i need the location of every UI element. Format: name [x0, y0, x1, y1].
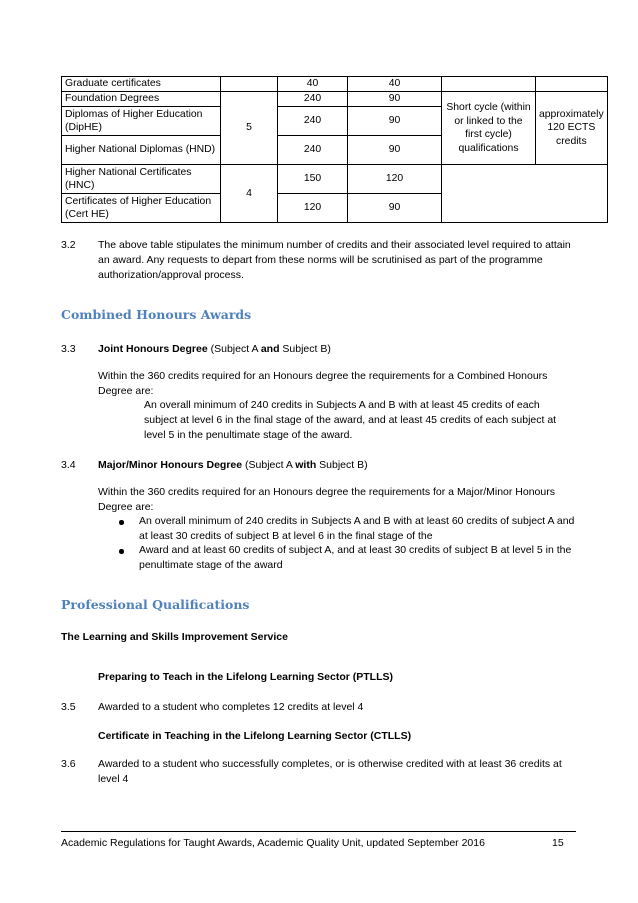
table-cell-credits: 240 — [278, 136, 348, 165]
table-cell-ects: approximately 120 ECTS credits — [536, 92, 608, 165]
section-3-4-title — [98, 458, 574, 473]
subject-a: (Subject A — [207, 343, 261, 355]
ctlls-heading: Certificate in Teaching in the Lifelong Learning Sector (CTLLS) — [98, 730, 412, 742]
section-number: 3.3 — [61, 343, 76, 355]
table-cell-credits: 240 — [278, 107, 348, 136]
table-row-name: Certificates of Higher Education (Cert HE) — [62, 194, 221, 223]
table-cell-empty — [536, 77, 608, 92]
lsis-heading: The Learning and Skills Improvement Service — [61, 631, 288, 643]
degree-title: Joint Honours Degree — [98, 343, 208, 355]
table-cell-level-4: 4 — [221, 165, 278, 223]
section-3-2-text: The above table stipulates the minimum number of credits and their associated level required to attain an award. Any requests to depart from these norms will be scrutinised as part of the programme authorization/approval process. — [98, 239, 571, 281]
subject-b: Subject B) — [279, 343, 331, 355]
table-cell-level — [221, 77, 278, 92]
section-3-3-detail: An overall minimum of 240 credits in Subjects A and B with at least 45 credits of each subject at level 6 in the final stage of the award, and at least 45 credits of each subject at level 5 in the penultimate stage of the award. — [144, 399, 557, 441]
page-number: 15 — [552, 837, 564, 849]
table-cell-credits: 90 — [348, 92, 442, 107]
section-number: 3.4 — [61, 459, 76, 471]
section-number: 3.6 — [61, 758, 76, 770]
conjunction: and — [260, 343, 280, 355]
table-row-name: Higher National Diplomas (HND) — [62, 136, 221, 165]
section-3-3-title — [98, 342, 574, 357]
subject-a: (Subject A — [242, 459, 296, 471]
table-row-name: Diplomas of Higher Education (DipHE) — [62, 107, 221, 136]
professional-qualifications-heading: Professional Qualifications — [61, 597, 250, 612]
table-cell-level-5: 5 — [221, 92, 278, 165]
table-cell-credits: 150 — [278, 165, 348, 194]
table-cell-empty — [442, 165, 608, 223]
footer-divider — [61, 831, 576, 832]
table-cell-credits: 240 — [278, 92, 348, 107]
table-cell-short-cycle: Short cycle (within or linked to the first cycle) qualifications — [442, 92, 536, 165]
section-number: 3.2 — [61, 239, 76, 251]
section-3-3-intro: Within the 360 credits required for an Honours degree the requirements for a Combined Honours Degree are: — [98, 370, 548, 397]
conjunction: with — [295, 459, 317, 471]
table-cell-credits: 120 — [348, 165, 442, 194]
degree-title: Major/Minor Honours Degree — [98, 459, 243, 471]
table-cell-empty — [442, 77, 536, 92]
footer-text: Academic Regulations for Taught Awards, Academic Quality Unit, updated September 2016 — [61, 837, 485, 849]
combined-honours-heading: Combined Honours Awards — [61, 307, 252, 322]
credit-requirements-table — [61, 76, 608, 223]
subject-b: Subject B) — [316, 459, 368, 471]
section-3-4-intro: Within the 360 credits required for an Honours degree the requirements for a Major/Minor Honours Degree are: — [98, 486, 555, 513]
table-cell-credits: 90 — [348, 194, 442, 223]
section-number: 3.5 — [61, 701, 76, 713]
section-3-6-text: Awarded to a student who successfully completes, or is otherwise credited with at least 36 credits at level 4 — [98, 758, 562, 785]
table-row-name: Foundation Degrees — [62, 92, 221, 107]
table-cell-credits: 90 — [348, 107, 442, 136]
table-cell-credits: 40 — [348, 77, 442, 92]
table-cell-credits: 90 — [348, 136, 442, 165]
table-row-name: Graduate certificates — [62, 77, 221, 92]
list-item: An overall minimum of 240 credits in Subjects A and B with at least 60 credits of subject A and at least 30 credits of subject B at level 6 in the final stage of the — [139, 515, 575, 542]
list-item: Award and at least 60 credits of subject A, and at least 30 credits of subject B at level 5 in the penultimate stage of the award — [139, 544, 572, 571]
section-3-5-text: Awarded to a student who completes 12 credits at level 4 — [98, 701, 364, 713]
bullet-icon — [119, 549, 124, 554]
table-cell-credits: 120 — [278, 194, 348, 223]
ptlls-heading: Preparing to Teach in the Lifelong Learning Sector (PTLLS) — [98, 671, 393, 683]
bullet-icon — [119, 520, 124, 525]
table-cell-credits: 40 — [278, 77, 348, 92]
table-row-name: Higher National Certificates (HNC) — [62, 165, 221, 194]
